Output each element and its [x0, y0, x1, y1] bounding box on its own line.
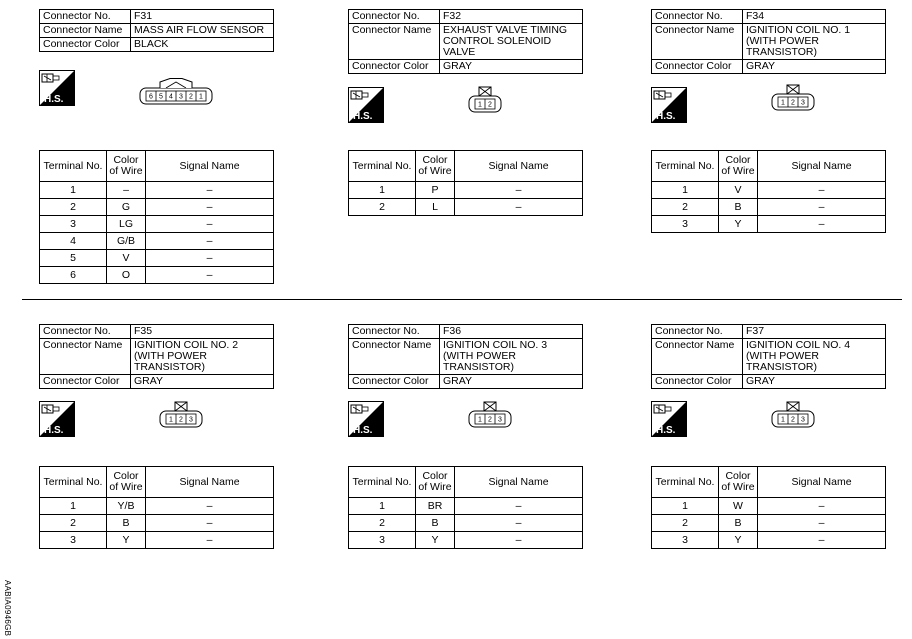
- connector-number-label: Connector No.: [652, 325, 743, 339]
- signal-name: –: [146, 267, 274, 284]
- hs-icon-wrap: [651, 87, 687, 123]
- terminal-table: [39, 466, 274, 549]
- connector-color-label: Connector Color: [40, 38, 131, 52]
- terminal-row: [652, 199, 886, 216]
- connector-block-f37: [651, 324, 886, 624]
- signal-name: –: [146, 515, 274, 532]
- connector-number-label: Connector No.: [40, 10, 131, 24]
- signal-name: –: [455, 532, 583, 549]
- connector-color-value: GRAY: [440, 60, 583, 74]
- hs-label: H.S.: [44, 425, 64, 436]
- signal-name: –: [146, 233, 274, 250]
- pin-number: 3: [801, 416, 805, 424]
- terminal-no: 1: [349, 182, 416, 199]
- connector-name-value: IGNITION COIL NO. 2 (WITH POWER TRANSISTOR): [131, 339, 274, 375]
- color-of-wire-header: Color of Wire: [107, 151, 146, 182]
- terminal-row: [652, 498, 886, 515]
- terminal-no: 2: [652, 199, 719, 216]
- figure-id-text: AABIA0946GB: [3, 580, 12, 637]
- pin-number: 2: [189, 93, 193, 101]
- terminal-no-header: Terminal No.: [349, 467, 416, 498]
- terminal-no-header: Terminal No.: [652, 151, 719, 182]
- wire-color: BR: [416, 498, 455, 515]
- signal-name: –: [455, 498, 583, 515]
- connector-number-label: Connector No.: [349, 10, 440, 24]
- pin-number: 3: [801, 99, 805, 107]
- hs-label: H.S.: [656, 111, 676, 122]
- terminal-row: [652, 182, 886, 199]
- wire-color: B: [416, 515, 455, 532]
- wire-color: Y: [107, 532, 146, 549]
- connector-face: [468, 401, 512, 434]
- signal-name: –: [758, 216, 886, 233]
- terminal-no: 6: [40, 267, 107, 284]
- connector-color-value: GRAY: [743, 375, 886, 389]
- wire-color: V: [719, 182, 758, 199]
- terminal-no: 3: [40, 216, 107, 233]
- wire-color: B: [719, 199, 758, 216]
- connector-color-value: GRAY: [743, 60, 886, 74]
- info-row: [40, 24, 274, 38]
- connector-face: [771, 84, 815, 117]
- signal-name: –: [758, 498, 886, 515]
- connector-name-label: Connector Name: [652, 24, 743, 60]
- connector-face-diagram: [139, 78, 213, 106]
- terminal-row: [40, 216, 274, 233]
- terminal-no: 2: [40, 515, 107, 532]
- color-of-wire-header: Color of Wire: [719, 151, 758, 182]
- pin-number: 1: [169, 416, 173, 424]
- signal-name: –: [146, 250, 274, 267]
- wire-color: P: [416, 182, 455, 199]
- harness-side-icon: [348, 87, 384, 123]
- pin-number: 2: [791, 99, 795, 107]
- signal-name: –: [455, 515, 583, 532]
- terminal-row: [40, 199, 274, 216]
- connector-face: [468, 86, 502, 119]
- connector-number-value: F31: [131, 10, 274, 24]
- hs-label: H.S.: [353, 425, 373, 436]
- connector-info-table: [39, 324, 274, 389]
- info-row: [652, 60, 886, 74]
- signal-name: –: [758, 182, 886, 199]
- terminal-table: [651, 150, 886, 233]
- connector-number-value: F36: [440, 325, 583, 339]
- connector-face-diagram: [468, 401, 512, 429]
- wire-color: W: [719, 498, 758, 515]
- wire-color: L: [416, 199, 455, 216]
- pin-number: 2: [488, 101, 492, 109]
- signal-name-header: Signal Name: [455, 151, 583, 182]
- connector-info-table: [651, 9, 886, 74]
- signal-name: –: [146, 498, 274, 515]
- connector-name-value: IGNITION COIL NO. 1 (WITH POWER TRANSISTOR): [743, 24, 886, 60]
- signal-name: –: [758, 199, 886, 216]
- figure-id: [2, 580, 14, 637]
- info-row: [40, 38, 274, 52]
- terminal-table: [651, 466, 886, 549]
- terminal-row: [40, 532, 274, 549]
- pin-number: 1: [478, 101, 482, 109]
- signal-name: –: [758, 532, 886, 549]
- info-row: [349, 325, 583, 339]
- info-row: [40, 339, 274, 375]
- terminal-row: [40, 498, 274, 515]
- connector-name-label: Connector Name: [652, 339, 743, 375]
- hs-label: H.S.: [353, 111, 373, 122]
- terminal-no-header: Terminal No.: [652, 467, 719, 498]
- signal-name-header: Signal Name: [758, 151, 886, 182]
- signal-name: –: [146, 182, 274, 199]
- pin-number: 5: [159, 93, 163, 101]
- harness-side-icon: [651, 401, 687, 437]
- connector-face: [139, 78, 213, 111]
- signal-name: –: [146, 216, 274, 233]
- color-of-wire-header: Color of Wire: [719, 467, 758, 498]
- connector-name-value: EXHAUST VALVE TIMING CONTROL SOLENOID VALVE: [440, 24, 583, 60]
- info-row: [349, 10, 583, 24]
- terminal-row: [40, 233, 274, 250]
- connector-number-value: F35: [131, 325, 274, 339]
- terminal-no: 1: [652, 182, 719, 199]
- terminal-header-row: [349, 467, 583, 498]
- terminal-row: [349, 532, 583, 549]
- terminal-row: [349, 199, 583, 216]
- connector-face: [159, 401, 203, 434]
- terminal-table: [348, 466, 583, 549]
- hs-icon-wrap: [39, 70, 75, 106]
- info-row: [652, 375, 886, 389]
- terminal-no-header: Terminal No.: [40, 467, 107, 498]
- info-row: [40, 10, 274, 24]
- connector-color-label: Connector Color: [652, 60, 743, 74]
- pin-number: 2: [791, 416, 795, 424]
- wire-color: O: [107, 267, 146, 284]
- connector-face-diagram: [771, 84, 815, 112]
- hs-icon-wrap: [348, 87, 384, 123]
- info-row: [349, 24, 583, 60]
- connector-name-value: IGNITION COIL NO. 3 (WITH POWER TRANSISTOR): [440, 339, 583, 375]
- wire-color: B: [719, 515, 758, 532]
- terminal-row: [349, 515, 583, 532]
- connector-number-label: Connector No.: [652, 10, 743, 24]
- connector-info-table: [651, 324, 886, 389]
- connector-name-value: IGNITION COIL NO. 4 (WITH POWER TRANSISTOR): [743, 339, 886, 375]
- connector-name-label: Connector Name: [349, 339, 440, 375]
- connector-name-label: Connector Name: [349, 24, 440, 60]
- info-row: [652, 339, 886, 375]
- hs-icon-wrap: [651, 401, 687, 437]
- terminal-no: 1: [40, 182, 107, 199]
- connector-color-label: Connector Color: [349, 375, 440, 389]
- terminal-no: 2: [349, 199, 416, 216]
- connector-name-label: Connector Name: [40, 339, 131, 375]
- signal-name: –: [146, 532, 274, 549]
- signal-name: –: [455, 182, 583, 199]
- harness-side-icon: [651, 87, 687, 123]
- terminal-table: [39, 150, 274, 284]
- terminal-header-row: [40, 151, 274, 182]
- wire-color: LG: [107, 216, 146, 233]
- connector-face: [771, 401, 815, 434]
- connector-block-f32: [348, 9, 583, 309]
- wire-color: –: [107, 182, 146, 199]
- connector-info-table: [348, 324, 583, 389]
- info-row: [652, 325, 886, 339]
- connector-block-f34: [651, 9, 886, 309]
- connector-number-label: Connector No.: [40, 325, 131, 339]
- terminal-no: 4: [40, 233, 107, 250]
- terminal-no: 1: [40, 498, 107, 515]
- terminal-row: [349, 498, 583, 515]
- section-divider: [22, 299, 902, 300]
- connector-number-value: F34: [743, 10, 886, 24]
- signal-name-header: Signal Name: [455, 467, 583, 498]
- hs-icon-wrap: [348, 401, 384, 437]
- terminal-table: [348, 150, 583, 216]
- connector-block-f31: [39, 9, 274, 309]
- pin-number: 3: [179, 93, 183, 101]
- terminal-no: 1: [349, 498, 416, 515]
- info-row: [349, 60, 583, 74]
- terminal-no: 2: [349, 515, 416, 532]
- terminal-row: [652, 532, 886, 549]
- signal-name: –: [455, 199, 583, 216]
- connector-name-label: Connector Name: [40, 24, 131, 38]
- color-of-wire-header: Color of Wire: [416, 467, 455, 498]
- terminal-row: [40, 250, 274, 267]
- terminal-no: 3: [652, 532, 719, 549]
- hs-label: H.S.: [44, 94, 64, 105]
- connector-block-f35: [39, 324, 274, 624]
- signal-name-header: Signal Name: [146, 467, 274, 498]
- terminal-header-row: [652, 467, 886, 498]
- connector-block-f36: [348, 324, 583, 624]
- hs-label: H.S.: [656, 425, 676, 436]
- terminal-no: 1: [652, 498, 719, 515]
- terminal-no: 3: [349, 532, 416, 549]
- connector-face-diagram: [771, 401, 815, 429]
- connector-face-diagram: [468, 86, 502, 114]
- connector-face-diagram: [159, 401, 203, 429]
- connector-number-label: Connector No.: [349, 325, 440, 339]
- connector-name-value: MASS AIR FLOW SENSOR: [131, 24, 274, 38]
- wire-color: Y: [416, 532, 455, 549]
- wire-color: G/B: [107, 233, 146, 250]
- connector-color-value: BLACK: [131, 38, 274, 52]
- pin-number: 3: [498, 416, 502, 424]
- wire-color: Y/B: [107, 498, 146, 515]
- terminal-no: 3: [652, 216, 719, 233]
- pin-number: 3: [189, 416, 193, 424]
- terminal-row: [349, 182, 583, 199]
- terminal-row: [652, 216, 886, 233]
- terminal-no-header: Terminal No.: [40, 151, 107, 182]
- pin-number: 1: [478, 416, 482, 424]
- wire-color: Y: [719, 216, 758, 233]
- pin-number: 2: [179, 416, 183, 424]
- signal-name: –: [758, 515, 886, 532]
- wire-color: V: [107, 250, 146, 267]
- connector-number-value: F32: [440, 10, 583, 24]
- connector-info-table: [348, 9, 583, 74]
- pin-number: 1: [781, 99, 785, 107]
- connector-color-value: GRAY: [440, 375, 583, 389]
- terminal-row: [40, 515, 274, 532]
- signal-name-header: Signal Name: [146, 151, 274, 182]
- terminal-row: [40, 182, 274, 199]
- terminal-no: 3: [40, 532, 107, 549]
- wire-color: B: [107, 515, 146, 532]
- info-row: [40, 325, 274, 339]
- terminal-header-row: [652, 151, 886, 182]
- info-row: [349, 375, 583, 389]
- color-of-wire-header: Color of Wire: [416, 151, 455, 182]
- pin-number: 1: [199, 93, 203, 101]
- hs-icon-wrap: [39, 401, 75, 437]
- terminal-row: [652, 515, 886, 532]
- connector-info-table: [39, 9, 274, 52]
- pin-number: 2: [488, 416, 492, 424]
- signal-name-header: Signal Name: [758, 467, 886, 498]
- pin-number: 6: [149, 93, 153, 101]
- pin-number: 4: [169, 93, 173, 101]
- terminal-no: 2: [40, 199, 107, 216]
- terminal-header-row: [40, 467, 274, 498]
- info-row: [652, 10, 886, 24]
- terminal-no-header: Terminal No.: [349, 151, 416, 182]
- terminal-row: [40, 267, 274, 284]
- info-row: [349, 339, 583, 375]
- wire-color: Y: [719, 532, 758, 549]
- signal-name: –: [146, 199, 274, 216]
- color-of-wire-header: Color of Wire: [107, 467, 146, 498]
- info-row: [652, 24, 886, 60]
- harness-side-icon: [348, 401, 384, 437]
- wire-color: G: [107, 199, 146, 216]
- harness-side-icon: [39, 70, 75, 106]
- terminal-header-row: [349, 151, 583, 182]
- connector-color-value: GRAY: [131, 375, 274, 389]
- pin-number: 1: [781, 416, 785, 424]
- terminal-no: 5: [40, 250, 107, 267]
- connector-color-label: Connector Color: [40, 375, 131, 389]
- connector-number-value: F37: [743, 325, 886, 339]
- terminal-no: 2: [652, 515, 719, 532]
- harness-side-icon: [39, 401, 75, 437]
- connector-color-label: Connector Color: [349, 60, 440, 74]
- info-row: [40, 375, 274, 389]
- connector-color-label: Connector Color: [652, 375, 743, 389]
